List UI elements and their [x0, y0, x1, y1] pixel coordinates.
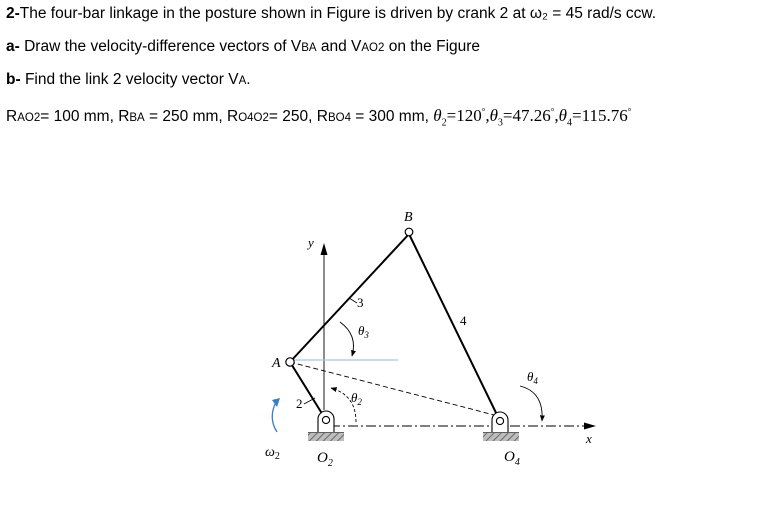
theta2-figure-label: $\theta_2$ — [351, 390, 362, 407]
theta4-value: =115.76 — [571, 106, 628, 125]
part-a-label: a- — [6, 38, 20, 55]
theta3-figure-label: $\theta_3$ — [358, 323, 369, 340]
theta2-symbol: θ — [433, 106, 442, 125]
theta4-arc-icon — [520, 386, 542, 421]
part-b-text-2: . — [246, 71, 251, 88]
x-axis-arrow — [584, 423, 596, 430]
x-axis-label: x — [586, 431, 592, 446]
theta4-symbol: θ — [558, 106, 567, 125]
joint-b — [405, 228, 413, 236]
link-3-label: 3 — [357, 295, 364, 310]
link-2-crank — [290, 362, 326, 420]
omega2-label: $\omega_2$ — [265, 445, 280, 462]
r-ao2-sub: AO2 — [17, 112, 41, 124]
label-o2: $O_2$ — [317, 450, 333, 469]
theta2-value: =120 — [446, 106, 482, 125]
part-b-text: Find the link 2 velocity vector V — [24, 71, 239, 88]
theta3-deg: ° — [550, 106, 555, 117]
problem-statement: The four-bar linkage in the posture shown in Figure is driven by crank 2 at ω₂ = 45 rad/s ccw. — [19, 5, 657, 22]
part-a-text: Draw the velocity-difference vectors of V — [24, 38, 302, 55]
r-bo4-label: R — [316, 108, 328, 125]
link-2-label: 2 — [296, 396, 303, 411]
theta4-figure-label: $\theta_4$ — [527, 369, 538, 386]
omega2-arrow-icon — [272, 402, 277, 432]
r-ao2-label: R — [6, 108, 18, 125]
theta4-deg: ° — [627, 106, 632, 117]
r-ba-sub: BA — [129, 112, 145, 124]
theta2-sub: 2 — [441, 117, 447, 129]
dashed-line-a-o4 — [290, 362, 498, 416]
r-bo4-sub: BO4 — [327, 112, 351, 124]
theta3-sub: 3 — [497, 117, 503, 129]
theta3-symbol: θ — [489, 106, 498, 125]
r-o4o2-sub: O4O2 — [238, 112, 269, 124]
problem-number: 2- — [6, 5, 20, 22]
y-axis-arrow — [321, 243, 328, 255]
theta4-sub: 4 — [566, 117, 572, 129]
comma-1: , — [485, 106, 490, 125]
link-4-label: 4 — [460, 313, 467, 328]
part-a-text-3: on the Figure — [384, 38, 481, 55]
r-ao2-value: = 100 mm, — [40, 108, 114, 125]
theta3-arc-icon — [340, 322, 354, 356]
y-axis-label: y — [308, 235, 314, 250]
r-ba-label: R — [118, 108, 130, 125]
part-a-sub-ba: BA — [301, 42, 317, 54]
joint-a — [286, 358, 294, 366]
part-a-sub-ao2: AO2 — [361, 42, 385, 54]
link-4-rocker — [409, 234, 500, 421]
omega2-arrowhead-icon — [272, 398, 280, 407]
label-o4: $O_4$ — [504, 449, 520, 468]
part-a-text-2: and V — [316, 38, 362, 55]
theta2-deg: ° — [481, 106, 486, 117]
r-o4o2-value: = 250, — [268, 108, 313, 125]
r-bo4-value: = 300 mm, — [350, 108, 429, 125]
ground-pivot-o4 — [483, 412, 519, 441]
part-b-label: b- — [6, 71, 21, 88]
r-o4o2-label: R — [227, 108, 239, 125]
label-b: B — [404, 210, 413, 225]
theta3-value: =47.26 — [502, 106, 551, 125]
comma-2: , — [554, 106, 559, 125]
part-b-sub-a: A — [238, 75, 247, 87]
r-ba-value: = 250 mm, — [144, 108, 223, 125]
label-a: A — [272, 356, 281, 371]
